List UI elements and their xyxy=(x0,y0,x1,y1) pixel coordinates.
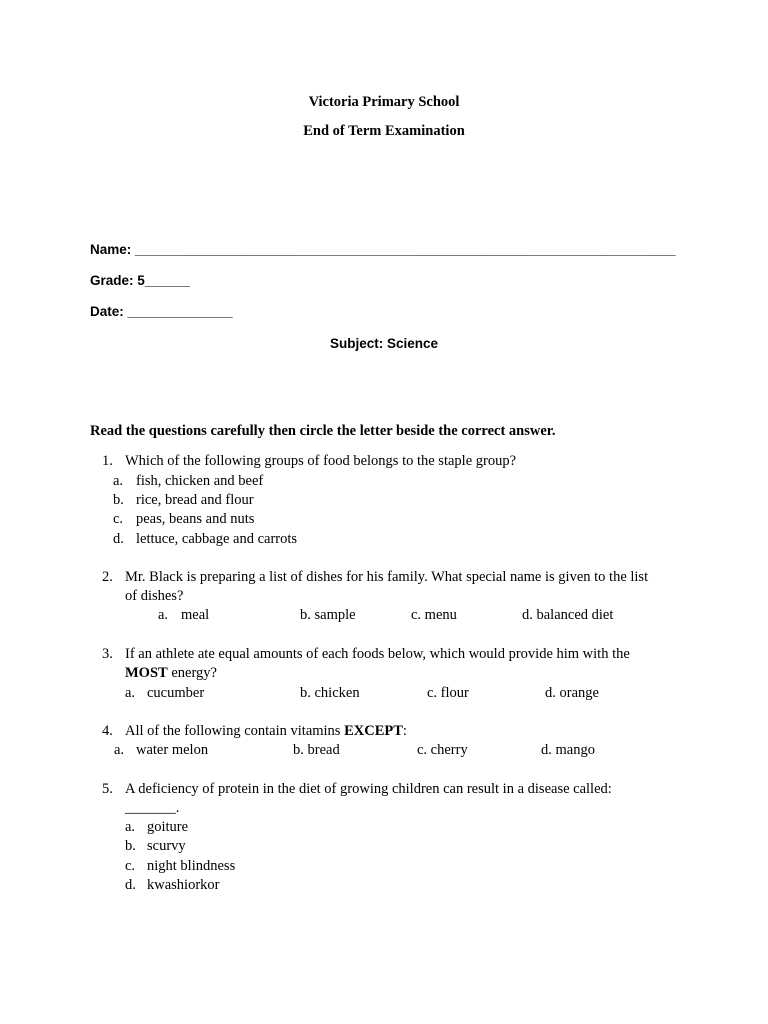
question-number: 4. xyxy=(102,723,113,739)
option-letter: c. xyxy=(125,858,136,874)
grade-field: Grade: 5______ xyxy=(90,273,190,288)
question-text-rest: energy? xyxy=(167,665,217,681)
option-text: cucumber xyxy=(147,685,205,701)
emphasis-text: EXCEPT xyxy=(344,723,403,739)
option-text: water melon xyxy=(136,742,209,758)
option-text: c. flour xyxy=(427,685,469,701)
option-text: b. sample xyxy=(300,607,356,623)
school-name: Victoria Primary School xyxy=(308,94,460,110)
option-text: night blindness xyxy=(147,858,236,874)
subject-field: Subject: Science xyxy=(329,336,439,351)
name-field: Name: ________________________________________________________________________ xyxy=(90,242,676,257)
question-number: 1. xyxy=(102,453,113,469)
option-letter: a. xyxy=(125,819,136,835)
option-text: c. menu xyxy=(411,607,457,623)
option-letter: a. xyxy=(113,473,124,489)
option-letter: c. xyxy=(113,511,124,527)
instructions: Read the questions carefully then circle the letter beside the correct answer. xyxy=(90,423,556,439)
option-text: lettuce, cabbage and carrots xyxy=(136,531,298,547)
emphasis-text: MOST xyxy=(125,665,168,681)
question-text-line1: A deficiency of protein in the diet of growing children can result in a disease called: xyxy=(125,781,612,797)
question-text-post: : xyxy=(402,723,407,739)
exam-title: End of Term Examination xyxy=(303,123,465,139)
option-letter: d. xyxy=(125,877,136,893)
option-text: peas, beans and nuts xyxy=(136,511,255,527)
option-text: fish, chicken and beef xyxy=(136,473,264,489)
option-text: rice, bread and flour xyxy=(136,492,254,508)
question-number: 2. xyxy=(102,569,113,585)
answer-blank: _______. xyxy=(125,800,180,816)
option-text: b. bread xyxy=(293,742,340,758)
option-text: b. chicken xyxy=(300,685,360,701)
option-text: goiture xyxy=(147,819,189,835)
option-text: d. orange xyxy=(545,685,599,701)
option-letter: b. xyxy=(125,838,136,854)
question-text-line1: Mr. Black is preparing a list of dishes for his family. What special name is given to the list xyxy=(125,569,649,585)
question-text-line2: of dishes? xyxy=(125,588,184,604)
question-text xyxy=(125,723,407,740)
question-number: 5. xyxy=(102,781,113,797)
option-letter: a. xyxy=(125,685,136,701)
question-number: 3. xyxy=(102,646,113,662)
option-letter: a. xyxy=(114,742,125,758)
question-text-line2 xyxy=(125,665,217,682)
question-text: Which of the following groups of food belongs to the staple group? xyxy=(125,453,517,469)
date-field: Date: ______________ xyxy=(90,304,233,319)
question-text-line1: If an athlete ate equal amounts of each foods below, which would provide him with the xyxy=(125,646,630,662)
option-letter: a. xyxy=(158,607,169,623)
option-letter: b. xyxy=(113,492,124,508)
option-text: c. cherry xyxy=(417,742,468,758)
option-text: kwashiorkor xyxy=(147,877,220,893)
option-text: scurvy xyxy=(147,838,186,854)
option-text: d. balanced diet xyxy=(522,607,614,623)
question-text-pre: All of the following contain vitamins xyxy=(125,723,345,739)
option-text: d. mango xyxy=(541,742,595,758)
option-letter: d. xyxy=(113,531,124,547)
option-text: meal xyxy=(181,607,210,623)
